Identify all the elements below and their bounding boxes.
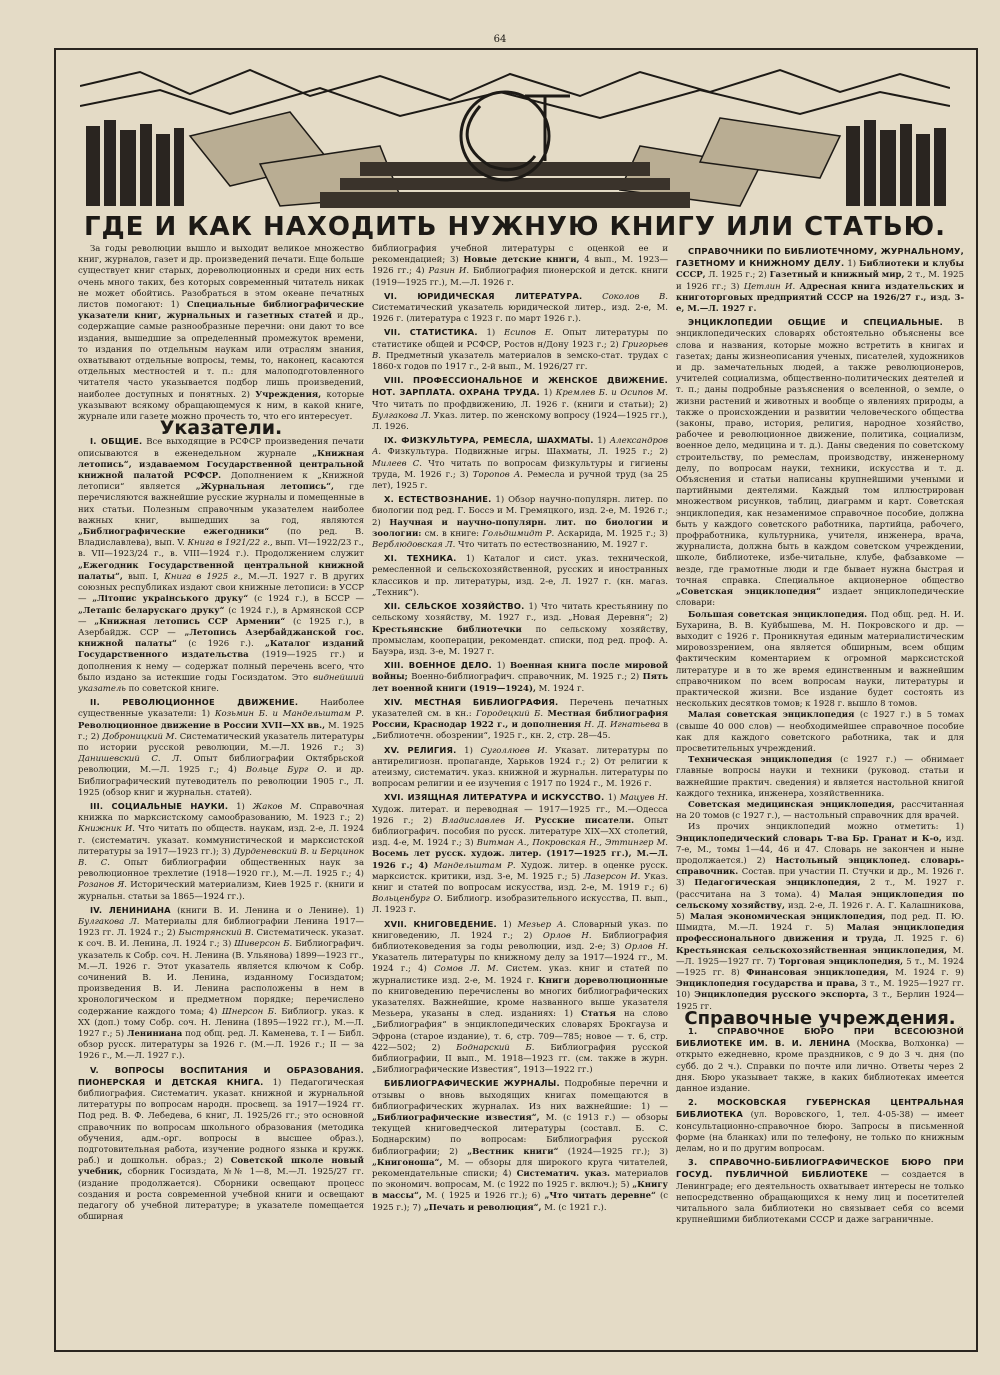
page-title: ГДЕ И КАК НАХОДИТЬ НУЖНУЮ КНИГУ ИЛИ СТАТЬЮ. xyxy=(83,212,947,242)
page-number: 64 xyxy=(493,34,507,45)
section-social-sciences: III. СОЦИАЛЬНЫЕ НАУКИ. 1) Жаков М. Справочная книжка по марксистскому самообразованию, М. 1923 г.; 2) Книжник И. Что читать по обществ. наукам, изд. 2-е, Л. 1924 г. (систематич. указат. коммунистической и марксистской литературы за 1917—1923 гг.); 3) Дурденевский В. и Берцинок В. С. Опыт библиографии общественных наук за революционное трехлетие (1918—1920 гг.), М.—Л. 1925 г.; 4) Розанов Я. Исторический материализм, Киев 1925 г. (книги и журнальн. статьи за 1865—1924 гг.). xyxy=(78,800,364,902)
section-leniniana: IV. ЛЕНИНИАНА (книги В. И. Ленина и о Ленине). 1) Булгакова Л. Материалы для библиографии Ленина 1917—1923 гг. Л. 1924 г.; 2) Быстрянский В. Систематическ. указат. к соч. В. И. Ленина, Л. 1924 г.; 3) Шиверсон Б. Библиографич. указатель к Собр. соч. Н. Ленина (В. Ульянова) 1899—1923 гг., М.—Л. 1926 г. Этот указатель является ключом к Собр. сочинений В. И. Ленина, изданному Госиздатом; произведения В. И. Ленина расположены в нем в хронологическом и предметном порядке; перечислено содержание каждого тома; 4) Шнерсон Б. Библиогр. указ. к XX (доп.) тому Собр. соч. Н. Ленина (1895—1922 гг.), М.—Л. 1927 г.; 5) Лениниана под общ. ред. Л. Каменева, т. I — Библ. обзор русск. литературы за 1926 г. (М.—Л. 1926 г.; II — за 1926 г., М.—Л. 1927 г.). xyxy=(78,904,364,1062)
section-religion: XV. РЕЛИГИЯ. 1) Суголлюев И. Указат. литературы по антирелигиозн. пропаганде, Харьков 1924 г.; 2) От религии к атеизму, систематич. указ. книжной и журнальн. литературы по вопросам религии и ее изучения с 1917 по 1924 г., М. 1926 г. xyxy=(372,744,668,790)
section-heading-indexes: Указатели. xyxy=(159,417,283,440)
section-technology: XI. ТЕХНИКА. 1) Каталог и сист. указ. технической, ремесленной и сельскохозяйственной, русских и иностранных классиков и пр. литературы, изд. 2-е, Л. 1927 г. (кн. магаз. „Техник“). xyxy=(372,553,668,598)
section-law: VI. ЮРИДИЧЕСКАЯ ЛИТЕРАТУРА. Соколов В. Систематический указатель юридической литер., изд. 2-е, М. 1926 г. (литература с 1923 г. по март 1926 г.). xyxy=(372,290,668,325)
intro-paragraph: За годы революции вышло и выходит великое множество книг, журналов, газет и др. произведений печати. Еще больше существует книг старых, дореволюционных и среди них есть очень много таких, без которых современный читатель никак не может обойтись. Разобраться в этом океане печатных листов помогают: 1) Специальные библиографические указатели книг, журнальных и газетных статей и др., содержащие самые разнообразные перечни: они дают то все издания, вышедшие за определенный промежуток времени, то издания по отдельным наукам или отраслям знания, охватывают отдельные вопросы, темы, то, наконец, касаются отдельных местностей и т. п.: для малоподготовленного читателя часто указывается подбор лишь произведений, наиболее доступных и понятных. 2) Учреждения, которые указывают всякому обращающемуся к ним, в какой книге, журнале или газете можно прочесть то, что его интересует. xyxy=(78,244,364,423)
section-education: V. ВОПРОСЫ ВОСПИТАНИЯ И ОБРАЗОВАНИЯ. ПИОНЕРСКАЯ И ДЕТСКАЯ КНИГА. 1) Педагогическая библиография. Систематич. указат. книжной и журнальной литературы по вопросам народн. просвещ. за 1917—1924 гг. Под ред. В. Ф. Лебедева, 6 книг, Л. 1925/26 гг.; это основной справочник по вопросам школьного образования (методика обучения, адм.-орг. вопросы в высшее образ.), подготовительная работа, изучение родного языка и кружк. раб.) и дошкольн. образ.; 2) Советской школе новый учебник, сборник Госиздата, №№ 1—8, М.—Л. 1925/27 гг. (издание продолжается). Сборники освещают процесс создания и роста современной учебной книги и освещают педагогу об учебной литературе; в указателе помещается обширная xyxy=(78,1064,364,1223)
education-continued: библиография учебной литературы с оценкой ее и рекомендацией; 3) Новые детские книги, 4 вып., М. 1923—1926 гг.; 4) Разин И. Библиография пионерской и детск. книги (1919—1925 гг.), М.—Л. 1926 г. xyxy=(372,244,668,288)
section-book-science: XVII. КНИГОВЕДЕНИЕ. 1) Мезьер А. Словарный указ. по книговедению, Л. 1924 г.; 2) Орлов Н. Библиография библиотековедения за годы революции, изд. 2-е; 3) Орлов Н. Указатель литературы по книжному делу за 1917—1924 гг., М. 1924 г.; 4) Сомов Л. М. Систем. указ. книг и статей по журналистике изд. 2-е, М. 1924 г. Книги дореволюционные по книговедению перечислены во многих библиографических указателях. Важнейшие, кроме названного выше указателя Мезьера, указаны в след. изданиях: 1) Статья на слово „Библиография“ в энциклопедических словарях Брокгауза и Эфрона (старое издание), т. 6, стр. 709—785; новое — т. 6, стр. 422—502; 2) Боднарский Б. Библиография русской библиографии, II вып., М. 1918—1923 гг. (см. также в журн. „Библиографические Известия“, 1913—1922 гг.) xyxy=(372,918,668,1076)
column-3 xyxy=(676,244,964,1334)
section-literature-art: XVI. ИЗЯЩНАЯ ЛИТЕРАТУРА И ИСКУССТВО. 1) Мацуев Н. Худож. литерат. и переводная — 1917—1925 гг., М.—Одесса 1926 г.; 2) Владиславлев И. Русские писатели. Опыт библиографич. пособия по русск. литературе XIX—XX столетий, изд. 4-е, М. 1924 г.; 3) Витман А., Покровская Н., Эттингер М. Восемь лет русск. худож. литер. (1917—1925 гг.), М.—Л. 1926 г.; 4) Мандельштам Р. Худож. литер. в оценке русск. марксистск. критики, изд. 3-е, М. 1925 г.; 5) Лазерсон И. Указ. книг и статей по вопросам искусства, изд. 2-е, М. 1919 г.; 6) Вольценбург О. Библиогр. изобразительного искусства, П. вып., Л. 1923 г. xyxy=(372,792,668,916)
institution-public-library: 3. СПРАВОЧНО-БИБЛИОГРАФИЧЕСКОЕ БЮРО ПРИ ГОСУД. ПУБЛИЧНОЙ БИБЛИОТЕКЕ — создается в Ленинграде; его деятельность охватывает интересы не только непосредственно обращающихся к нему лиц и посетителей читального зала библиотеки но связывает себя со всеми крупнейшими библиотеками СССР и даже заграничные. xyxy=(676,1157,964,1226)
section-statistics: VII. СТАТИСТИКА. 1) Есипов Е. Опыт литературы по статистике общей и РСФСР, Ростов н/Дону 1923 г.; 2) Григорьев В. Предметный указатель материалов в земско-стат. трудах с 1860-х годов по 1917 г., 2-й вып., М. 1926/27 гг. xyxy=(372,327,668,373)
section-heading-institutions: Справочные учреждения. xyxy=(684,1007,956,1029)
encyclopedia-large: Большая советская энциклопедия. Под общ. ред. Н. И. Бухарина, В. В. Куйбышева, М. Н. Покровского и др. — выходит с 1926 г. Проникнутая единым материалистическим мировоззрением, она является обширным, всем общим фактическим коментарием к огромной марксистской литературе и в то же время единственным и важнейшим справочником по всем вопросам науки, литературы и практической жизни. Все издание будет состоять из нескольких десятков томов; к 1928 г. вышло 8 томов. xyxy=(676,609,964,710)
institution-moscow-library: 2. МОСКОВСКАЯ ГУБЕРНСКАЯ ЦЕНТРАЛЬНАЯ БИБЛИОТЕКА (ул. Воровского, 1, тел. 4-05-38) — имеет консультационно-справочное бюро. Запросы в письменной форме (на бланках) или по телефону, не только по книжным делам, но и по другим вопросам. xyxy=(676,1097,964,1155)
section-labor: VIII. ПРОФЕССИОНАЛЬНОЕ И ЖЕНСКОЕ ДВИЖЕНИЕ. НОТ. ЗАРПЛАТА. ОХРАНА ТРУДА. 1) Кремлев Б. и Осипов М. Что читать по профдвижению, Л. 1926 г. (книги и статьи); 2) Булгакова Л. Указ. литер. по женскому вопросу (1924—1925 гг.), Л. 1926. xyxy=(372,375,668,433)
section-military: XIII. ВОЕННОЕ ДЕЛО. 1) Военная книга после мировой войны; Военно-библиографич. справочник, М. 1925 г.; 2) Пять лет военной книги (1919—1924), М. 1924 г. xyxy=(372,660,668,694)
section-bibliographic-journals: БИБЛИОГРАФИЧЕСКИЕ ЖУРНАЛЫ. Подробные перечни и отзывы о вновь выходящих книгах помещаются в библиографических журналах. Из них важнейшие: 1) — „Библиографические известия“, М. (с 1913 г.) — обзоры текущей книговедческой литературы (составл. Б. С. Боднарским) по вопросам: Библиография русской библиографии; 2) „Вестник книги“ (1924—1925 гг.); 3) „Книгоноша“, М. — обзоры для широкого круга читателей, рекомендательные списки; 4) Систематич. указ. материалов по экономич. вопросам, М. (с 1922 по 1925 г. включ.); 5) „Книгу в массы“, М. ( 1925 и 1926 гг.); 6) „Что читать деревне“ (с 1925 г.); 7) „Печать и революция“, М. (с 1921 г.). xyxy=(372,1078,668,1213)
section-encyclopedias: ЭНЦИКЛОПЕДИИ ОБЩИЕ И СПЕЦИАЛЬНЫЕ. В энциклопедических словарях обстоятельно объяснены все слова и названия, которые можно встретить в книгах и газетах; даны жизнеописания ученых, писателей, художников и др. замечательных людей, а также революционеров, учителей социализма, общественно-политических деятелей и т. п.; даны подробные разъяснения о вселенной, о земле, о жизни растений и животных и вообще о явлениях природы, а также о происхождении и развитии человеческого общества (законы, право, история, религия, народное хозяйство, рабочее и революционное движение, политика, социализм, военное дело, медицина и т. д.). Даны сведения по советскому строительству, по ремеслам, производству, инженерному делу, по вопросам науки, техники, искусства и т. д. Объяснения и статьи написаны крупнейшими учеными и партийными деятелями. Каждый том иллюстрирован множеством рисунков, таблиц, диаграмм и карт. Советская энциклопедия, как незаменимое справочное пособие, должна быть у каждого советского работника, партийца, рабочего, профработника, культурника, учителя, инженера, врача, журналиста, должна быть в каждом советском учреждении, школе, библиотеке, избе-читальне, клубе, фабзавкоме — везде, где грамотные люди и где бывает нужна быстрая и точная справка. Специальное акционерное общество „Советская энциклопедия“ издает энциклопедические словари: xyxy=(676,317,964,609)
encyclopedia-other: Из прочих энциклопедий можно отметить: 1) Энциклопедический словарь Т-ва Бр. Гранат и К-о, изд. 7-е, М., томы 1—44, 46 и 47. Словарь не закончен и ныне продолжается.) 2) Настольный энциклопед. словарь-справочник. Состав. при участии П. Стучки и др., М. 1926 г. 3) Педагогическая энциклопедия, 2 т., М. 1927 г. (рассчитана на 3 тома). 4) Малая энциклопедия по сельскому хозяйству, изд. 2-е, Л. 1926 г. А. Г. Калашникова, 5) Малая экономическая энциклопедия, под ред. П. Ю. Шмидта, М.—Л. 1924 г. 5) Малая энциклопедия профессионального движения и труда, Л. 1925 г. 6) Крестьянская сельскохозяйственная энциклопедия, М.—Л. 1925—1927 гг. 7) Торговая энциклопедия, 5 т., М. 1924—1925 гг. 8) Финансовая энциклопедия, М. 1924 г. 9) Энциклопедия государства и права, 3 т., М. 1925—1927 гг. 10) Энциклопедия русского экспорта, 3 т., Берлин 1924—1925 гг. xyxy=(676,822,964,1012)
section-natural-science: X. ЕСТЕСТВОЗНАНИЕ. 1) Обзор научно-популярн. литер. по биологии под ред. Г. Боссэ и М. Гремяцкого, изд. 2-е, М. 1926 г.; 2) Научная и научно-популярн. лит. по биологии и зоологии: см. в книге: Гольдшмидт Р. Аскарида, М. 1925 г.; 3) Верблюдовская Л. Что читать по естествознанию, М. 1927 г. xyxy=(372,494,668,551)
institution-lenin-library: 1. СПРАВОЧНОЕ БЮРО ПРИ ВСЕСОЮЗНОЙ БИБЛИОТЕКЕ ИМ. В. И. ЛЕНИНА (Москва, Волхонка) — открыто ежедневно, кроме праздников, с 9 до 3 ч. дня (по субб. до 2 ч.). Справки по почте или лично. Ответы через 2 дня. Бюро указывает также, в каких библиотеках имеется данное издание. xyxy=(676,1026,964,1095)
section-revolutionary-movement: II. РЕВОЛЮЦИОННОЕ ДВИЖЕНИЕ. Наиболее существенные указатели: 1) Козьмин Б. и Мандельштам Р. Революционное движение в России XVII—XX вв., М. 1925 г.; 2) Добрoницкий М. Систематический указатель литературы по истории русской революции, М.—Л. 1926 г.; 3) Данишевский С. Л. Опыт библиографии Октябрьской революции, М.—Л. 1925 г.; 4) Вольце Бург О. и др. Библиографический путеводитель по революции 1905 г., Л. 1925 (обзор книг и журнальн. статей). xyxy=(78,697,364,798)
encyclopedia-small: Малая советская энциклопедия (с 1927 г.) в 5 томах (свыше 40 000 слов) — необходимейшее справочное пособие как для каждого советского работника, так и для просветительных учреждений. xyxy=(676,710,964,754)
section-agriculture: XII. СЕЛЬСКОЕ ХОЗЯЙСТВО. 1) Что читать крестьянину по сельскому хозяйству, М. 1927 г., изд. „Новая Деревня“; 2) Крестьянские библиотечки по сельскому хозяйству, промыслам, кооперации, рекомендат. списки, под ред. проф. А. Бауэра, изд. 3-е, М. 1927 г. xyxy=(372,601,668,657)
column-2 xyxy=(372,244,668,1334)
section-local-bibliography: XIV. МЕСТНАЯ БИБЛИОГРАФИЯ. Перечень печатных указателей см. в кн.: Городецкий Б. Местная библиография России, Краснодар 1922 г., и дополнения Н. Д. Игнатьева в „Библиотечн. обозрении“, 1925 г., кн. 2, стр. 28—45. xyxy=(372,696,668,742)
section-general: I. ОБЩИЕ. Все выходящие в РСФСР произведения печати описываются в еженедельном журнале „Книжная летопись“, издаваемом Государственной центральной книжной палатой РСФСР. Дополнением к „Книжной летописи“ является „Журнальная летопись“, где перечисляются важнейшие русские журналы и помещенные в них статьи. Полезным справочным указателем наиболее важных книг, вышедших за год, являются „Библиографические ежегодники“ (по ред. В. Владиславлева), вып. V. Книга в 1921/22 г., вып. VI—1922/23 г., в. VII—1923/24 г., в. VIII—1924 г.). Продолжением служит „Ежегодник Государственной центральной книжной палаты“, вып. I, Книга в 1925 г., М.—Л. 1927 г. В других союзных республиках издают свои книжные летописи: в УССР — „Літопис украінського друку“ (с 1924 г.), в БССР — „Летапіс беларускаго друку“ (с 1924 г.), в Армянской ССР — „Книжная летопись ССР Армении“ (с 1925 г.), в Азербайдж. ССР — „Летопись Азербайджанской гос. книжной палаты“ (с 1926 г.). „Каталог изданий Государственного издательства (1919—1925 гг.) и дополнения к нему — содержат полный перечень всего, что было издано за истекшие годы Госиздатом. Это виднейший указатель по советской книге. xyxy=(78,436,364,694)
section-physical-culture: IX. ФИЗКУЛЬТУРА, РЕМЕСЛА, ШАХМАТЫ. 1) Александров А. Физкультура. Подвижные игры. Шахматы, Л. 1925 г.; 2) Милеев С. Что читать по вопросам физкультуры и гигиены труда, М. 1926 г.; 3) Торопов А. Ремесла и ручной труд (за 25 лет), 1925 г. xyxy=(372,435,668,492)
column-1 xyxy=(78,244,364,1334)
decorative-banner-illustration xyxy=(80,66,950,214)
section-reference-books: СПРАВОЧНИКИ ПО БИБЛИОТЕЧНОМУ, ЖУРНАЛЬНОМУ, ГАЗЕТНОМУ И КНИЖНОМУ ДЕЛУ. 1) Библиотеки и клубы СССР, Л. 1925 г.; 2) Газетный и книжный мир, 2 т., М. 1925 и 1926 гг.; 3) Цетлин И. Адресная книга издательских и книготорговых предприятий СССР на 1926/27 г., изд. 3-е, М.—Л. 1927 г. xyxy=(676,246,964,315)
encyclopedia-medical: Советская медицинская энциклопедия, рассчитанная на 20 томов (с 1927 г.), — настольный справочник для врачей. xyxy=(676,799,964,822)
encyclopedia-technical: Техническая энциклопедия (с 1927 г.) — обнимает главные вопросы науки и техники (руковод. статьи и важнейшие практич. сведения) и является настольной книгой каждого техника, инженера, хозяйственника. xyxy=(676,755,964,799)
